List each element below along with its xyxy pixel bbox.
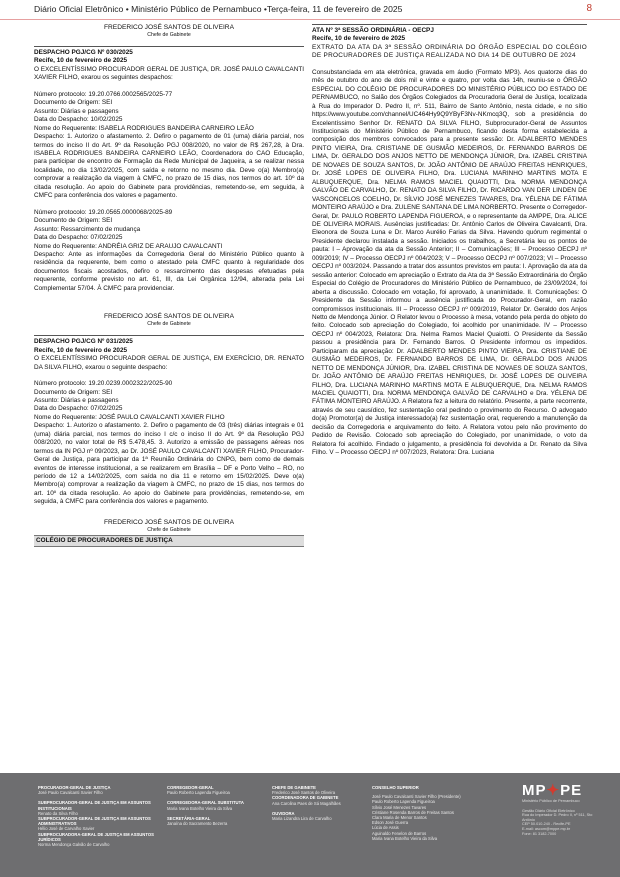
field-line: Número protocolo: 19.20.0565.0000068/2025-89: [34, 208, 173, 216]
ata-body: Consubstanciada em ata eletrônica, gravada em áudio (Formato MP3). Aos quatorze dias do mês de outubro do ano de dois mil e vinte e quatro, por volta das 14h, reuniu-se o ÓRGÃO ESPECIAL DO COLÉGIO DE PROCURADORES DO MINISTÉRIO PÚBLICO DO ESTADO DE PERNAMBUCO, no Salão dos Órgãos Colegiados da Procuradoria Geral de Justiça, localizada à Rua do Imperador D. Pedro II, nº. 511, Bairro de Santo Antônio, nesta cidade, e no sítio https://www.youtube.com/channel/UC464Hy9Q9YByF3Nv-NKmcq3Q, sob a presidência do Excelentíssimo Senhor Dr. RENATO DA SILVA FILHO, Subprocurador-Geral de Assuntos Institucionais do Ministério Público de Pernambuco, ficando desta forma estabelecida a composição dos membros convocados para a presente sessão: Dr. ADALBERTO MENDES PINTO VIEIRA, Dra. CRISTIANE DE GUSMÃO MEDEIROS, Dr. FERNANDO BARROS DE LIMA, Dr. GERALDO DOS ANJOS NETTO DE MENDONÇA JÚNIOR, Dra. IZABEL CRISTINA DE NOVAES DE SOUZA SANTOS, Dr. JOÃO ANTÔNIO DE ARAÚJO FREITAS HENRIQUES, Dr. JOSÉ LOPES DE OLIVEIRA FILHO, Dra. LUCIANA MARINHO MARTINS MOTA E ALBUQUERQUE, Dra. NELMA RAMOS MACIEL QUAIOTTI, Dra. NORMA MENDONÇA GALVÃO DE CARVALHO, Dr. RENATO DA SILVA FILHO, Dr. RICARDO VAN DER LINDEN DE VASCONCELOS COELHO, Dr. SÍLVIO JOSÉ MENEZES TAVARES, Dra. YÉLENA DE FÁTIMA MONTEIRO ARAÚJO e Dra. ZULENE SANTANA DE LIMA NORBERTO. Presente o Corregedor-Geral, Dr. PAULO ROBERTO LAPENDA FIGUEROA, e o representante da AMPPE, Dra. ALICE DE OLIVEIRA MORAIS. Ausências justificadas: Dr. Antônio Carlos de Oliveira Cavalcanti, Dra. Eleonora de Souza Luna e Dr. Marco Aurélio Farias da Silva. Havendo quórum regimental o Presidente declarou instalada a sessão. Iniciados os trabalhos, a Secretária leu os pontos de pauta: I – Aprovação da ata da Sessão Anterior; II – Comunicações; III – Processo OECPJ nº 009/2019; IV – Processo OECPJ nº 004/2023; V – Processo OECPJ nº 007/2023; VI – Processo OECPJ nº 003/2024. Passando a tratar dos assuntos previstos em pauta: I. Aprovação da ata da sessão anterior: Colocado em apreciação o Extrato da Ata da 3ª Sessão Extraordinária do Órgão Especial do Colégio de Procuradores do Ministério Público de Pernambuco, de 23/09/2024, foi aberta a discussão. Colocado em votação, foi aprovado, à unanimidade. II. Comunicações: O Presidente da Sessão informou a ausência justificada do Procurador-Geral, em razão compromissos institucionais. III – Processo OECPJ nº 009/2019, Relator Dr. Geraldo dos Anjos Netto de Mendonça Júnior. O Relator levou o Processo à mesa, votando pela perda do objeto do feito. Colocado sob apreciação do Colegiado, foi acolhido por unanimidade. IV – Processo OECPJ nº 004/2023, Relatora: Dra. Nelma Ramos Maciel Quaiotti. O Presidente da Sessão passou a presidência para Dr. Fernando Barros. O Presidente informou os impedidos. Participaram da apreciação: Dr. ADALBERTO MENDES PINTO VIEIRA, Dra. CRISTIANE DE GUSMÃO MEDEIROS, Dr. FERNANDO BARROS DE LIMA, Dr. GERALDO DOS ANJOS NETTO DE MENDONÇA JÚNIOR, Dra. IZABEL CRISTINA DE NOVAES DE SOUZA SANTOS, Dr. JOÃO ANTÔNIO DE ARAÚJO FREITAS HENRIQUES, Dr. JOSÉ LOPES DE OLIVEIRA FILHO, Dra. LUCIANA MARINHO MARTINS MOTA E ALBUQUERQUE, Dra. NELMA RAMOS MACIEL QUAIOTTI, Dra. NORMA MENDONÇA GALVÃO DE CARVALHO e Dra. YÉLENA DE FÁTIMA MONTEIRO ARAÚJO. A Relatora fez a leitura do relatório. Presente, a parte recorrente, através de seu causídico, fez sustentação oral pedindo o provimento do Recurso. O advogado do(a) Promotor(a) de Justiça interessado(a) fez sustentação oral, requerendo a manutenção da decisão da Corregedoria e arquivamento do feito. A Relatora votou pelo não provimento do Pedido de Revisão. Colocado sob apreciação do Colegiado, por unanimidade, o voto da Relatora foi acolhido. Findado o julgamento, a presidência foi devolvida a Dr. Renato da Silva Filho. V – Processo OECPJ nº 007/2023, Relatora: Dra. Luciana: [312, 68, 587, 457]
footer-name: Maria Ivana Botelho Vieira da Silva: [372, 835, 438, 841]
page-number: 8: [586, 3, 592, 14]
left-column: [34, 24, 304, 547]
footer-name: Ana Carolina Paes de Sá Magalhães: [272, 800, 341, 806]
ata-title: ATA Nº 3ª SESSÃO ORDINÁRIA - OECPJ: [312, 27, 434, 34]
footer-name: Renato da Silva Filho: [38, 810, 78, 816]
footer-name: José Paulo Cavalcanti Xavier Filho: [38, 790, 103, 796]
right-column: [312, 24, 587, 458]
field-line: Documento de Origem: SEI: [34, 388, 113, 396]
field-line: Data do Despacho: 07/02/2025: [34, 234, 123, 242]
footer-name: José Paulo Cavalcanti Xavier Filho (Presidente): [372, 794, 461, 800]
footer-name: Maria Lizandra Lira de Carvalho: [272, 816, 332, 822]
field-line: Assunto: Diárias e passagens: [34, 396, 119, 404]
footer-col-4: [372, 785, 472, 841]
footer-col-3: [272, 785, 367, 821]
field-line: Assunto: Diárias e passagens: [34, 107, 119, 115]
footer-name: Cristiane Rosenda Barros de Freitas Santos: [372, 809, 454, 815]
footer-col-1: [38, 785, 158, 847]
footer-name: Frederico José Santos de Oliveira: [272, 790, 336, 796]
footer-col-2: [167, 785, 267, 826]
signature-block: [34, 24, 304, 38]
footer-title: CHEFE DE GABINETE: [272, 785, 316, 790]
footer-name: Clara Maria de Menor Santos: [372, 815, 427, 821]
field-line: Data do Despacho: 10/02/2025: [34, 116, 123, 124]
ata-block: [312, 24, 587, 458]
address-line: Rua do Imperador D. Pedro II, nº 511, Sto Antônio: [522, 813, 593, 822]
field-line: Data do Despacho: 07/02/2025: [34, 405, 123, 413]
logo-mark-a: MP: [522, 782, 547, 799]
footer-name: Hélio José de Carvalho Xavier: [38, 826, 95, 832]
footer-title: PROCURADOR-GERAL DE JUSTIÇA: [38, 785, 111, 790]
despacho-date: Recife, 10 de fevereiro de 2025: [34, 57, 128, 65]
logo-emblem-icon: ✦: [546, 782, 561, 799]
signatory-role: Chefe de Gabinete: [147, 321, 191, 328]
footer-name: Norma Mendonça Galvão de Carvalho: [38, 842, 110, 848]
despacho-date: Recife, 10 de fevereiro de 2025: [34, 346, 128, 354]
footer-name: Paulo Roberto Lapenda Figueiroa: [372, 799, 435, 805]
footer-title: SUBPROCURADOR-GERAL DE JUSTIÇA EM ASSUNTOS ADMINISTRATIVOS: [38, 816, 151, 827]
footer-title: SECRETÁRIA-GERAL: [167, 815, 211, 821]
field-line: Documento de Origem: SEI: [34, 99, 113, 107]
footer-title: SUBPROCURADORA-GERAL DE JUSTIÇA EM ASSUNTOS JURÍDICOS: [38, 831, 154, 842]
page-footer: [0, 773, 620, 877]
footer-title: OUVIDORA: [272, 810, 295, 816]
mppe-logo: [522, 781, 604, 836]
footer-name: Edson José Guerra: [372, 820, 409, 826]
address-line: Fone: 81 3182-7000: [522, 831, 557, 836]
section-heading-bar: COLÉGIO DE PROCURADORES DE JUSTIÇA: [34, 535, 304, 547]
journal-header: Diário Oficial Eletrônico • Ministério Público de Pernambuco •Terça-feira, 11 de fevereiro de 2025: [34, 4, 403, 14]
footer-name: Sílvio José Menezes Tavares: [372, 804, 427, 810]
despacho-intro: O EXCELENTÍSSIMO PROCURADOR GERAL DE JUSTIÇA, DR. JOSÉ PAULO CAVALCANTI XAVIER FILHO, exarou os seguintes despachos:: [34, 65, 304, 82]
despacho-title: DESPACHO PGJ/CG Nº 031/2025: [34, 338, 133, 346]
despacho-031: [34, 335, 304, 507]
ata-heading: EXTRATO DA ATA DA 3ª SESSÃO ORDINÁRIA DO ÓRGÃO ESPECIAL DO COLÉGIO DE PROCURADORES DE JUSTIÇA REALIZADA NO DIA 14 DE OUTUBRO DE 2024: [312, 43, 587, 60]
footer-name: Janaína do Sacramento Bezerra: [167, 821, 228, 827]
address-line: Gestão Diário Oficial Eletrônico: [522, 808, 575, 813]
field-line: Número protocolo: 19.20.0766.0002565/2025-77: [34, 90, 173, 98]
page-header: [0, 0, 620, 20]
footer-title: COORDENADORA DE GABINETE: [272, 795, 339, 801]
despacho-text: Despacho: Ante as informações da Corregedoria Geral do Ministério Público quanto à residência da requerente, bem como o atestado pela CMFC quanto à regularidade dos documentos fiscais acostados, defiro o ressarcimento das despesas efetuadas pela requerente, conforme previsto no art. 61, III, da Lei Orgânica 12/94, alterada pela Lei Complementar 57/04. À CMFC para providenciar.: [34, 250, 304, 292]
despacho-030: [34, 46, 304, 293]
logo-mark-b: PE: [560, 782, 583, 799]
address-line: E-mail: ascom@mppe.mp.br: [522, 826, 571, 831]
signature-block: [34, 313, 304, 327]
field-line: Nome do Requerente: ANDRÉIA GRIZ DE ARAUJO CAVALCANTI: [34, 242, 223, 250]
field-line: Assunto: Ressarcimento de mudança: [34, 225, 141, 233]
field-line: Nome do Requerente: JOSÉ PAULO CAVALCANTI XAVIER FILHO: [34, 413, 225, 421]
footer-title: CORREGEDOR-GERAL: [167, 785, 214, 790]
signatory-name: FREDERICO JOSÉ SANTOS DE OLIVEIRA: [104, 518, 234, 526]
field-line: Nome do Requerente: ISABELA RODRIGUES BANDEIRA CARNEIRO LEÃO: [34, 124, 254, 132]
signatory-role: Chefe de Gabinete: [147, 526, 191, 533]
footer-name: Lúcia de Assis: [372, 825, 399, 831]
footer-name: Maria Ivana Botelho Vieira da Silva: [167, 805, 233, 811]
ata-date: Recife, 10 de fevereiro de 2025: [312, 35, 406, 43]
field-line: Número protocolo: 19.20.0239.0002322/2025-90: [34, 380, 173, 388]
footer-address: [522, 809, 604, 837]
despacho-intro: O EXCELENTÍSSIMO PROCURADOR GERAL DE JUSTIÇA, EM EXERCÍCIO, DR. RENATO DA SILVA FILHO, exarou o seguinte despacho:: [34, 355, 304, 371]
logo-subtitle: Ministério Público de Pernambuco: [522, 799, 580, 803]
footer-title: CONSELHO SUPERIOR: [372, 785, 419, 790]
signatory-name: FREDERICO JOSÉ SANTOS DE OLIVEIRA: [104, 24, 234, 31]
footer-name: Paulo Roberto Lapenda Figueiroa: [167, 790, 230, 796]
footer-title: SUBPROCURADOR-GERAL DE JUSTIÇA EM ASSUNTOS INSTITUCIONAIS: [38, 800, 151, 811]
despacho-text: Despacho: 1. Autorizo o afastamento. 2. Defiro o pagamento de 03 (três) diárias integrais e 01 (uma) diária parcial, nos termos do inciso I c/c o inciso II do Art. 9º da Resolução PGJ 008/2020, no valor total de R$ 5.478,45. 3. Autorizo a emissão de passagens aéreas nos termos da IN PGJ nº 09/2023, ao Dr. JOSÉ PAULO CAVALCANTI XAVIER FILHO, Procurador-Geral de Justiça, para participar da 1ª Reunião Ordinária do CNPG, bem como de demais eventos de interesse institucional, a se realizarem em Brasília – DF e Porto Velho – RO, no período de 12 a 14/02/2025, com saída no dia 11 e retorno em 15/02/2025. Deve o(a) Membro(a) comprovar a realização da viagem à CMFC, no prazo de 15 dias, nos termos do art. 10º da citada resolução. Ao apoio do Gabinete para providências, remetendo-se, em seguida, à CMFC para conferência dos valores e pagamento.: [34, 422, 304, 506]
despacho-title: DESPACHO PGJ/CG Nº 030/2025: [34, 49, 133, 56]
footer-name: Aguinaldo Fenelon de Barros: [372, 830, 427, 836]
field-line: Documento de Origem: SEI: [34, 217, 113, 225]
signature-block: [34, 519, 304, 533]
logo-mark: [522, 781, 604, 799]
despacho-text: Despacho: 1. Autorizo o afastamento. 2. Defiro o pagamento de 01 (uma) diária parcial, nos termos do inciso II do Art. 9º da Resolução PGJ 008/2020, no valor de R$ 267,28, à Dra. ISABELA RODRIGUES BANDEIRA CARNEIRO LEÃO, Coordenadora do CAO Educação, para participar de encontro de Formação da Rede Municipal de Jaqueira, a se realizar nessa localidade, no dia 13/02/2025, com saída e retorno no mesmo dia. Deve o(a) Membro(a) comprovar a realização da viagem à CMFC, no prazo de 15 dias, nos termos do art. 10º da citada resolução. Ao apoio do Gabinete para providências, remetendo-se, em seguida, à CMFC para conferência dos valores e pagamento.: [34, 133, 304, 200]
signatory-role: Chefe de Gabinete: [147, 32, 191, 38]
address-line: CEP 50.010-240 - Recife-PE: [522, 822, 571, 827]
signatory-name: FREDERICO JOSÉ SANTOS DE OLIVEIRA: [104, 313, 234, 321]
footer-title: CORREGEDORA-GERAL SUBSTITUTA: [167, 800, 244, 806]
